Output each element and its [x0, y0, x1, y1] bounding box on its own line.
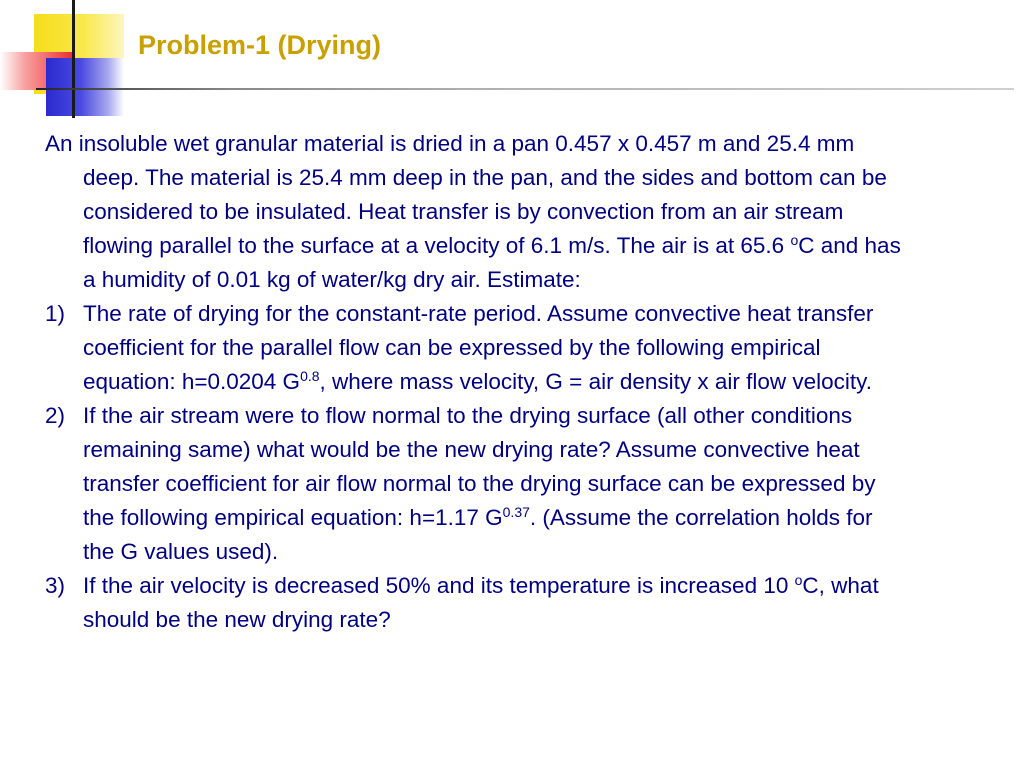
slide-title: Problem-1 (Drying) — [138, 30, 382, 60]
list-item-1 — [45, 297, 905, 399]
exponent-superscript: 0.8 — [300, 368, 320, 384]
item-text-part2: , where mass velocity, G = air density x air flow velocity. — [319, 369, 873, 394]
item-text-part1: If the air velocity is decreased 50% and its temperature is increased 10 — [83, 573, 795, 598]
exponent-superscript: 0.37 — [502, 504, 530, 520]
list-number: 2) — [45, 403, 66, 428]
list-number: 3) — [45, 573, 66, 598]
intro-text-part1: An insoluble wet granular material is dried in a pan 0.457 x 0.457 m and 25.4 mm deep. The material is 25.4 mm deep in the pan, and the sides and bottom can be considered to be insulated. Heat transfer is by convection from an air stream flowing parallel to the surface at a velocity of 6.1 m/s. The air is at 65.6 — [45, 131, 887, 258]
degree-superscript: o — [790, 232, 799, 248]
decorative-blue-square — [46, 58, 124, 116]
list-item-3 — [45, 569, 905, 637]
intro-text-part2: C and has a humidity of 0.01 kg of water/kg dry air. Estimate: — [83, 233, 901, 292]
intro-paragraph — [45, 127, 905, 297]
item-text-part1: The rate of drying for the constant-rate period. Assume convective heat transfer coefficient for the parallel flow can be expressed by the following empirical equation: h=0.0204 G — [83, 301, 874, 394]
item-text-part2: C, what should be the new drying rate? — [83, 573, 879, 632]
list-item-2 — [45, 399, 905, 569]
item-text-part1: If the air stream were to flow normal to the drying surface (all other conditions remaining same) what would be the new drying rate? Assume convective heat transfer coefficient for air flow normal to the drying surface can be expressed by the following empirical equation: h=1.17 G — [83, 403, 876, 530]
item-text-part2: . (Assume the correlation holds for the G values used). — [83, 505, 873, 564]
list-number: 1) — [45, 301, 66, 326]
decorative-vertical-line — [72, 0, 75, 118]
title-underline-divider — [36, 88, 1014, 90]
degree-superscript: o — [794, 572, 803, 588]
problem-statement — [45, 127, 905, 637]
